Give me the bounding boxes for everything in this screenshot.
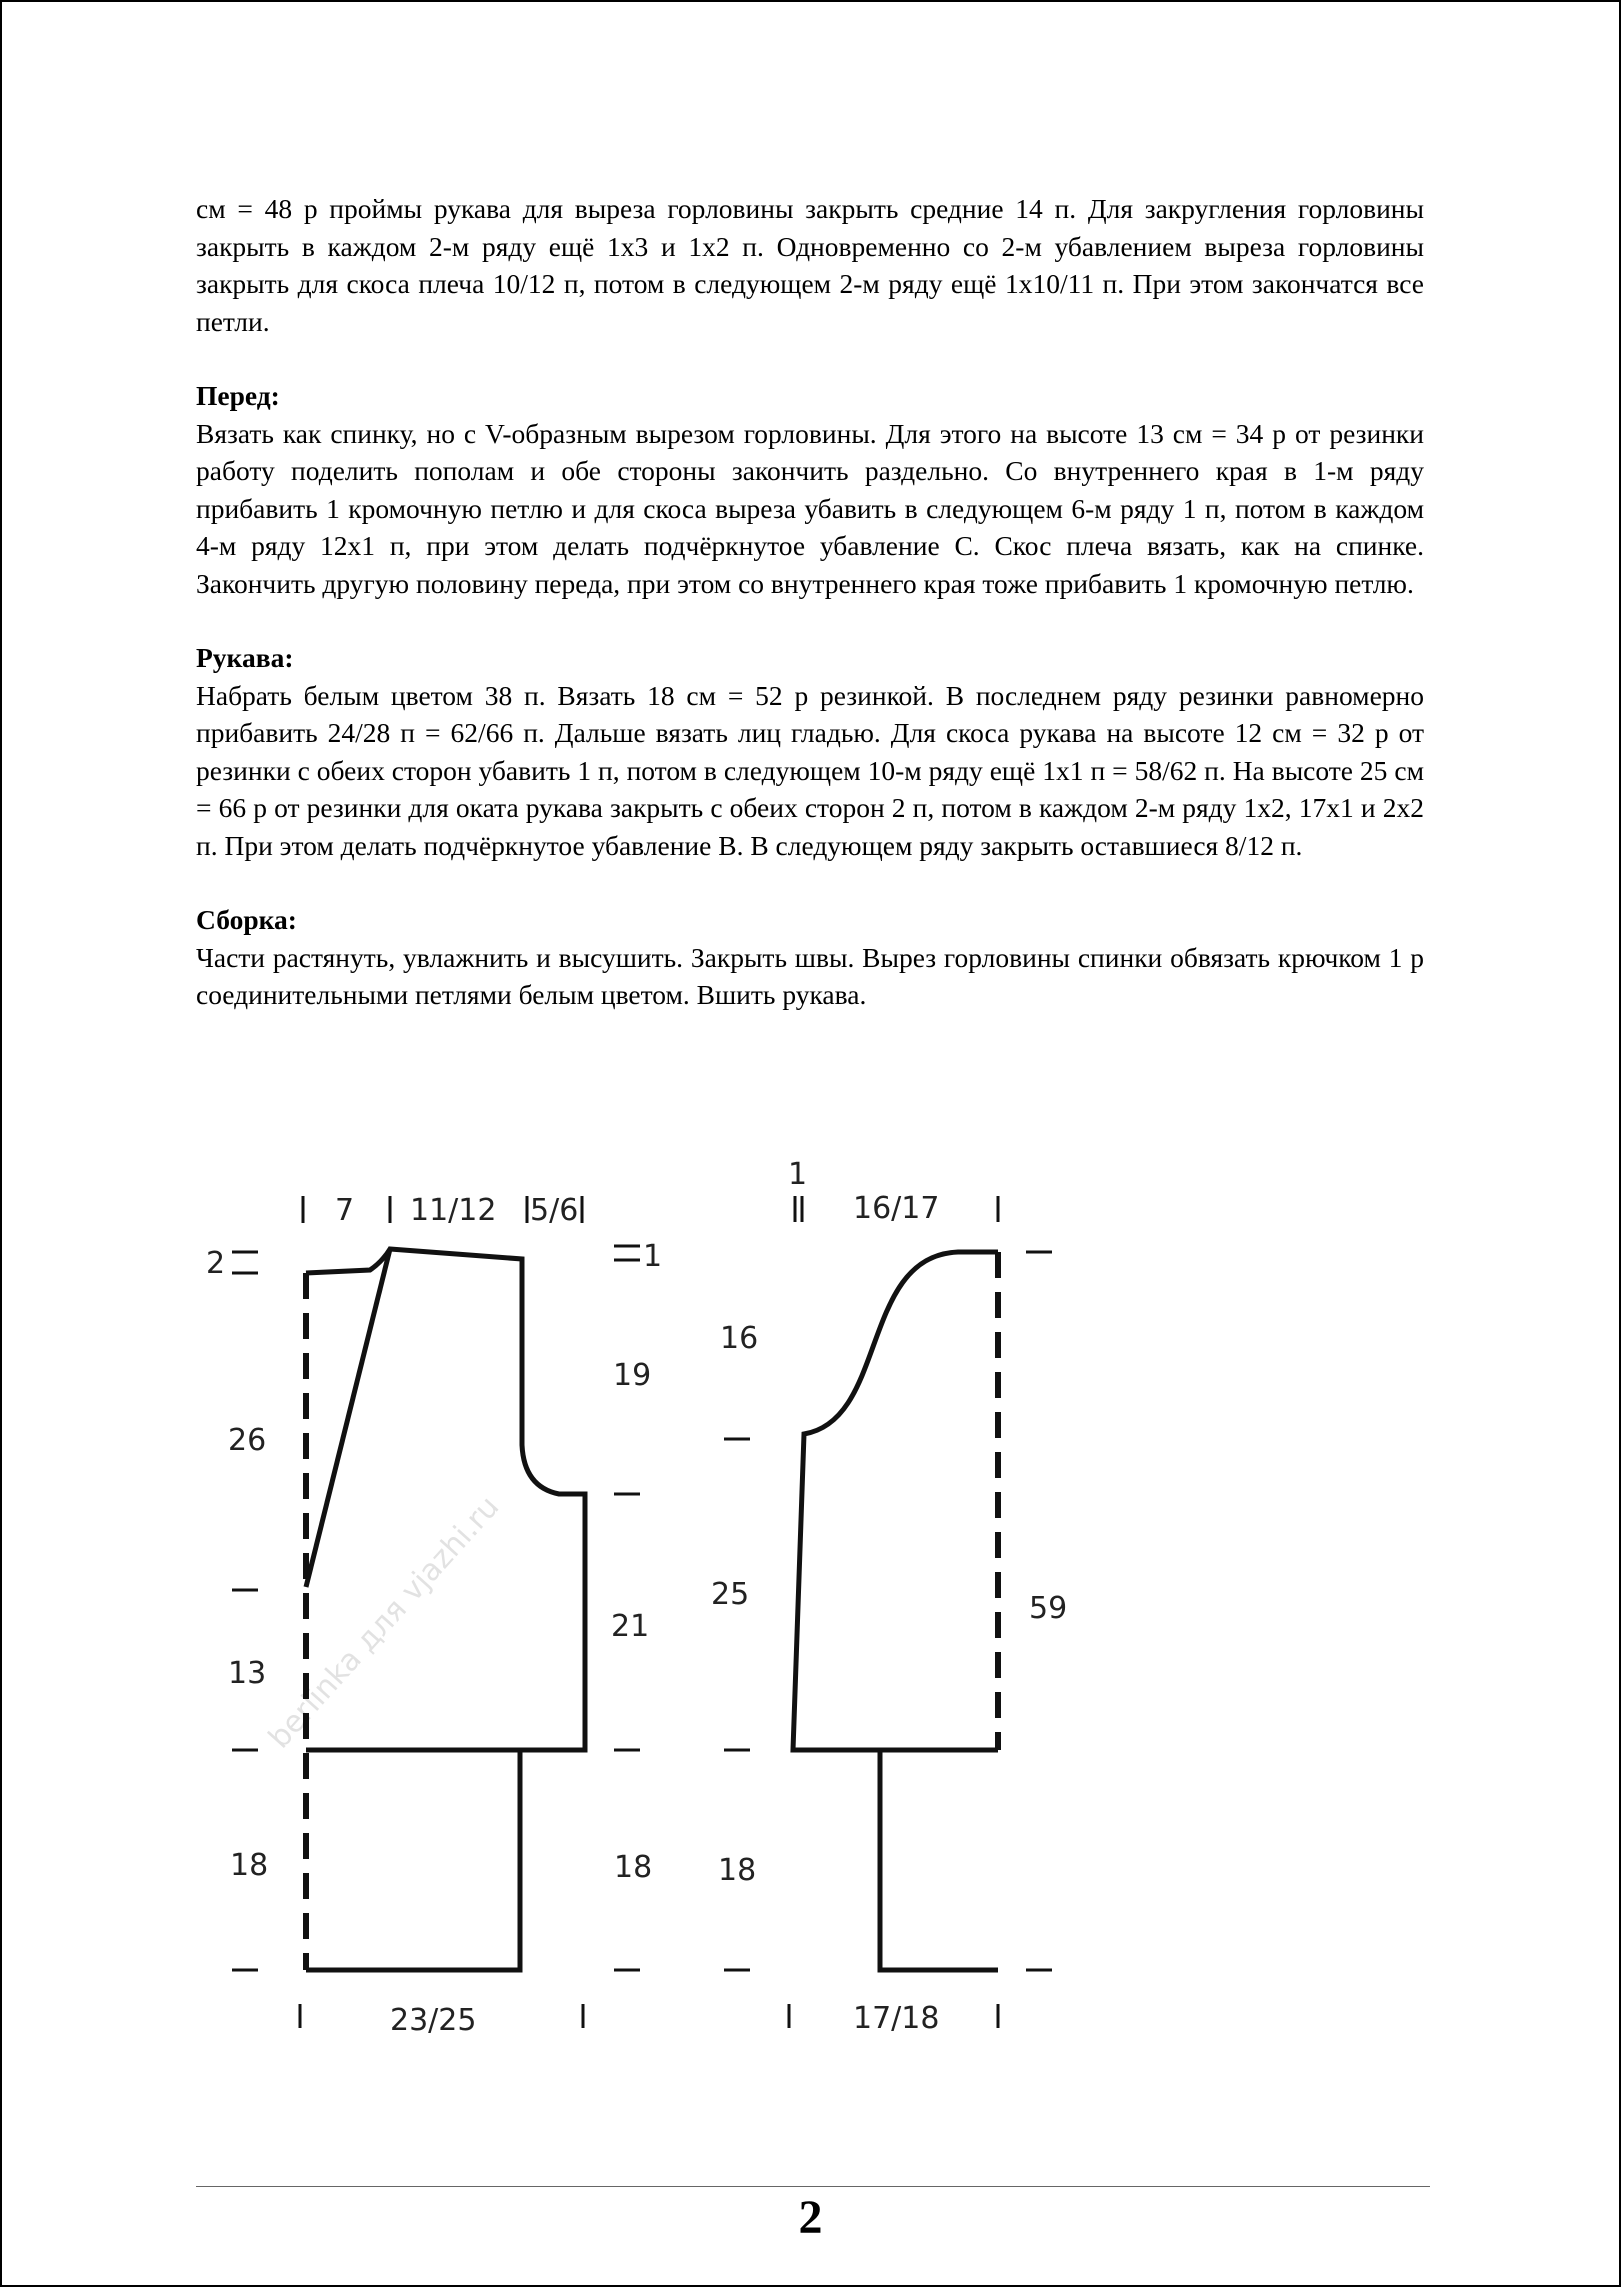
page-number: 2 [798, 2191, 823, 2244]
front-left-height-3: 13 [228, 1656, 267, 1691]
sleeve-left-height-1: 16 [720, 1321, 759, 1356]
assembly-paragraph: Части растянуть, увлажнить и высушить. Закрыть швы. Вырез горловины спинки обвязать крючком 1 р соединительными петлями белым цветом. Вшить рукава. [196, 941, 1424, 1010]
front-top-width-1: 7 [335, 1193, 355, 1228]
sleeve-schematic-labels [711, 1157, 1067, 2036]
sleeve-cap-edge [793, 1252, 998, 1750]
front-heading: Перед: [196, 380, 280, 411]
front-schematic [232, 1196, 640, 2028]
front-rib-band [306, 1750, 520, 1970]
sleeve-schematic [724, 1196, 1052, 2028]
footer-rule [196, 2186, 1430, 2187]
front-top-width-3: 5/6 [530, 1193, 579, 1228]
sleeve-total-height: 59 [1029, 1591, 1068, 1626]
sleeve-bottom-width: 17/18 [853, 2001, 940, 2036]
front-top-width-2: 11/12 [410, 1193, 497, 1228]
sleeves-heading: Рукава: [196, 642, 294, 673]
assembly-heading: Сборка: [196, 904, 297, 935]
front-v-neck-line [306, 1249, 390, 1587]
front-right-height-3: 21 [611, 1609, 650, 1644]
front-schematic-labels [206, 1193, 662, 2038]
sleeve-top-width: 16/17 [853, 1191, 940, 1226]
front-right-height-1: 1 [643, 1239, 663, 1274]
front-right-height-4: 18 [614, 1850, 653, 1885]
front-bottom-width: 23/25 [390, 2003, 477, 2038]
sleeve-cuff [880, 1750, 998, 1970]
sleeve-left-height-3: 18 [718, 1853, 757, 1888]
front-left-height-2: 26 [228, 1423, 267, 1458]
sleeves-paragraph: Набрать белым цветом 38 п. Вязать 18 см = 52 р резинкой. В последнем ряду резинки равномерно прибавить 24/28 п = 62/66 п. Дальше вязать лиц гладью. Для скоса рукава на высоте 12 см = 32 р от резинки с обеих сторон убавить 1 п, потом в следующем 10-м ряду ещё 1х1 п = 58/62 п. На высоте 25 см = 66 р от резинки для оката рукава закрыть с обеих сторон 2 п, потом в каждом 2-м ряду 1х2, 17х1 и 2х2 п. При этом делать подчёркнутое убавление В. В следующем ряду закрыть оставшиеся 8/12 п. [196, 679, 1424, 861]
sleeve-left-height-2: 25 [711, 1577, 750, 1612]
front-right-height-2: 19 [613, 1358, 652, 1393]
watermark-text: berlinka для vjazhi.ru [261, 1489, 507, 1756]
intro-paragraph: см = 48 р проймы рукава для выреза горловины закрыть средние 14 п. Для закругления горловины закрыть в каждом 2-м ряду ещё 1х3 и 1х2 п. Одновременно со 2-м убавлением выреза горловины закрыть для скоса плеча 10/12 п, потом в следующем 2-м ряду ещё 1х10/11 п. При этом закончатся все петли. [196, 193, 1424, 337]
sleeve-top-small: 1 [788, 1157, 808, 1192]
front-left-height-1: 2 [206, 1246, 226, 1281]
front-paragraph: Вязать как спинку, но с V-образным вырезом горловины. Для этого на высоте 13 см = 34 р от резинки работу поделить пополам и обе стороны закончить раздельно. Со внутреннего края в 1-м ряду прибавить 1 кромочную петлю и для скоса выреза убавить в следующем 6-м ряду 1 п, потом в каждом 4-м ряду 12х1 п, при этом делать подчёркнутое убавление С. Скос плеча вязать, как на спинке. Закончить другую половину переда, при этом со внутреннего края тоже прибавить 1 кромочную петлю. [196, 417, 1424, 599]
front-left-height-4: 18 [230, 1848, 269, 1883]
